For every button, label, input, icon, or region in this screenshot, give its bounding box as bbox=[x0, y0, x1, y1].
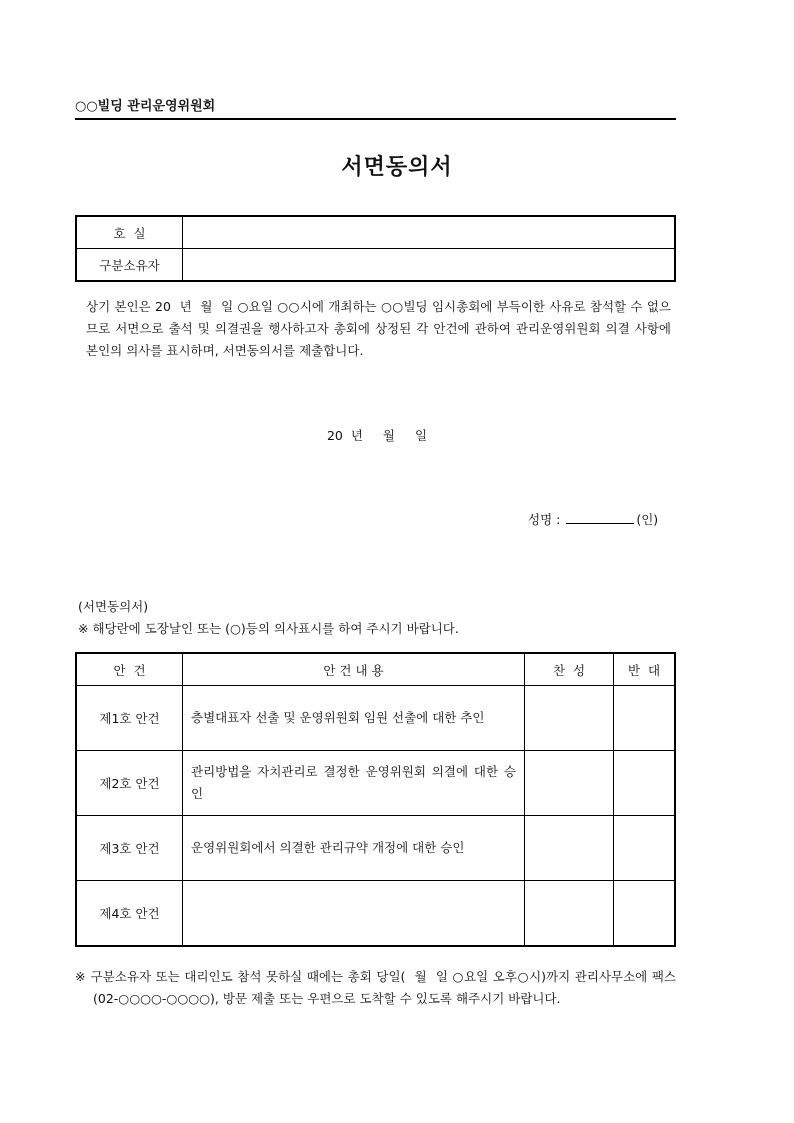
agenda-vote-table bbox=[75, 652, 676, 947]
header-agree: 찬 성 bbox=[525, 653, 614, 686]
header-oppose: 반 대 bbox=[614, 653, 676, 686]
agenda-content: 층별대표자 선출 및 운영위원회 임원 선출에 대한 추인 bbox=[183, 686, 525, 751]
date-year: 20 년 bbox=[326, 428, 363, 443]
section-label: (서면동의서) bbox=[78, 599, 149, 614]
room-row bbox=[76, 216, 675, 249]
room-label: 호 실 bbox=[76, 216, 183, 249]
agenda-number: 제4호 안건 bbox=[76, 881, 183, 947]
agenda-content: 운영위원회에서 의결한 관리규약 개정에 대한 승인 bbox=[183, 816, 525, 881]
submission-note: ※ 구분소유자 또는 대리인도 참석 못하실 때에는 총회 당일( 월 일 ○요일 오후○시)까지 관리사무소에 팩스(02-○○○○-○○○○), 방문 제출 또는 우편으로 도착할 수 있도록 해주시기 바랍니다. bbox=[75, 969, 676, 1006]
room-field[interactable] bbox=[183, 216, 676, 249]
document-title: 서면동의서 bbox=[341, 155, 453, 180]
agenda-number: 제3호 안건 bbox=[76, 816, 183, 881]
header-divider bbox=[75, 118, 676, 120]
agree-cell[interactable] bbox=[525, 881, 614, 947]
table-row bbox=[76, 751, 675, 816]
owner-field[interactable] bbox=[183, 249, 676, 282]
agree-cell[interactable] bbox=[525, 816, 614, 881]
date-month: 월 bbox=[382, 428, 395, 443]
owner-info-table bbox=[75, 215, 676, 282]
header-item: 안 건 bbox=[76, 653, 183, 686]
agree-cell[interactable] bbox=[525, 686, 614, 751]
agenda-number: 제2호 안건 bbox=[76, 751, 183, 816]
organization-name: ○○빌딩 관리운영위원회 bbox=[75, 99, 216, 114]
seal-mark: (인) bbox=[636, 512, 659, 527]
oppose-cell[interactable] bbox=[614, 751, 676, 816]
date-day: 일 bbox=[414, 428, 428, 443]
agenda-content: 관리방법을 자치관리로 결정한 운영위원회 의결에 대한 승인 bbox=[183, 751, 525, 816]
signature-field[interactable] bbox=[566, 511, 634, 524]
agenda-number: 제1호 안건 bbox=[76, 686, 183, 751]
vote-table-header bbox=[76, 653, 675, 686]
agenda-content bbox=[183, 881, 525, 947]
oppose-cell[interactable] bbox=[614, 686, 676, 751]
agree-cell[interactable] bbox=[525, 751, 614, 816]
owner-row bbox=[76, 249, 675, 282]
table-row bbox=[76, 881, 675, 947]
oppose-cell[interactable] bbox=[614, 881, 676, 947]
oppose-cell[interactable] bbox=[614, 816, 676, 881]
date-line bbox=[0, 426, 754, 444]
consent-statement: 상기 본인은 20 년 월 일 ○요일 ○○시에 개최하는 ○○빌딩 임시총회에 부득이한 사유로 참석할 수 없으므로 서면으로 출석 및 의결권을 행사하고자 총회에 상정된 각 안건에 관하여 관리운영위원회 의결 사항에 본인의 의사를 표시하며, 서면동의서를 제출합니다. bbox=[86, 299, 675, 358]
table-row bbox=[76, 686, 675, 751]
signature-label: 성명 : bbox=[528, 512, 561, 527]
owner-label: 구분소유자 bbox=[76, 249, 183, 282]
header-content: 안 건 내 용 bbox=[183, 653, 525, 686]
signature-line bbox=[528, 510, 658, 528]
table-row bbox=[76, 816, 675, 881]
instruction-note: ※ 해당란에 도장날인 또는 (○)등의 의사표시를 하여 주시기 바랍니다. bbox=[78, 621, 459, 636]
